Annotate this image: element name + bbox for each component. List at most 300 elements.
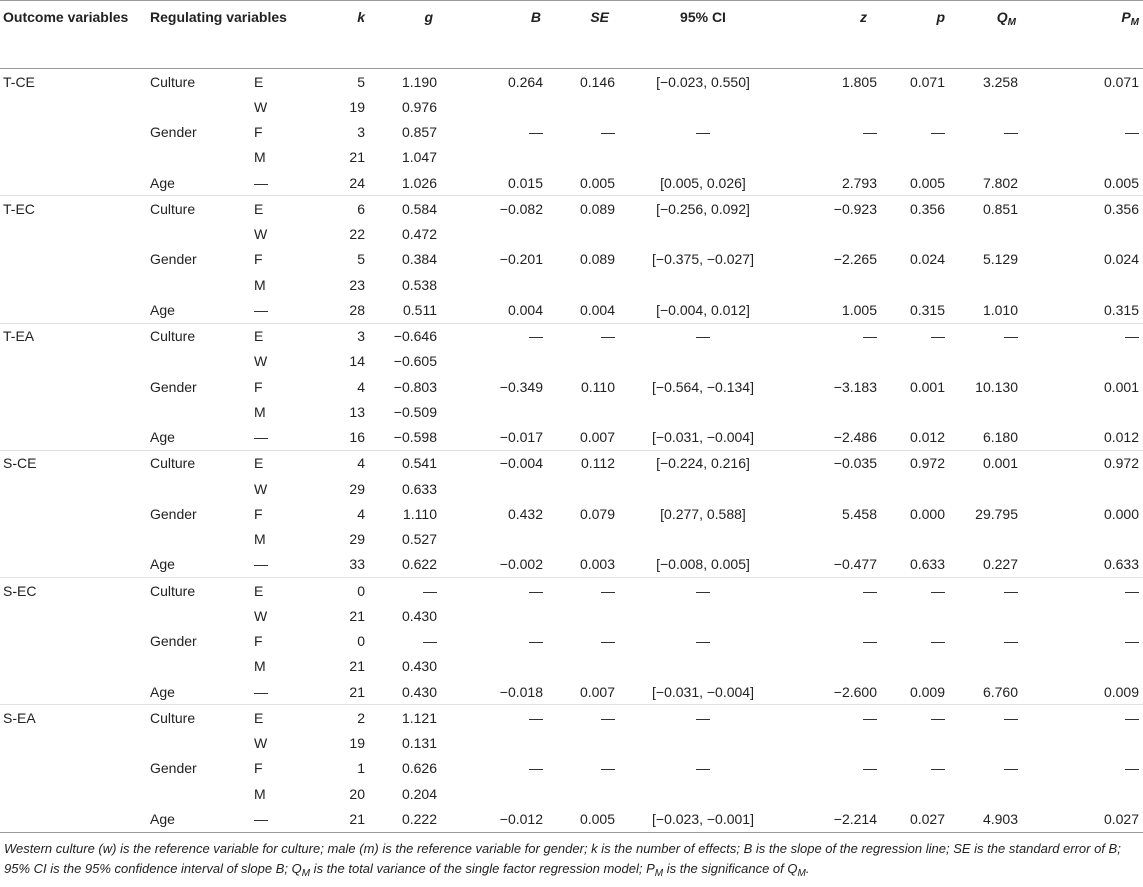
cell-pm xyxy=(1026,527,1143,552)
cell-se: 0.003 xyxy=(547,552,623,578)
cell-g: 1.047 xyxy=(401,149,437,166)
table-row xyxy=(0,349,1143,374)
cell-pm: — xyxy=(1125,124,1139,141)
cell-pm xyxy=(1026,731,1143,756)
cell-ci: — xyxy=(696,328,710,345)
cell-qm: 10.130 xyxy=(975,378,1018,395)
cell-k: 4 xyxy=(357,505,365,522)
cell-ci: — xyxy=(696,582,710,599)
cell-regulating: Gender xyxy=(150,251,197,268)
cell-k: 29 xyxy=(349,531,365,548)
cell-level: E xyxy=(254,709,264,726)
cell-p xyxy=(887,603,951,628)
cell-p: 0.315 xyxy=(887,297,951,323)
cell-ci xyxy=(623,781,783,806)
cell-pm: 0.071 xyxy=(1103,73,1139,90)
cell-b: 0.264 xyxy=(507,73,543,90)
cell-level: M xyxy=(254,276,266,293)
cell-z: 2.793 xyxy=(783,170,887,196)
cell-outcome xyxy=(0,501,147,526)
cell-z: 1.805 xyxy=(841,73,877,90)
cell-k: 24 xyxy=(310,170,368,196)
cell-qm: — xyxy=(1004,633,1018,650)
cell-z xyxy=(783,731,887,756)
cell-regulating: Gender xyxy=(150,505,197,522)
table-row xyxy=(0,781,1143,806)
cell-level: F xyxy=(254,760,263,777)
cell-qm xyxy=(951,781,1026,806)
cell-z: — xyxy=(863,633,877,650)
cell-k: 21 xyxy=(310,679,368,705)
cell-g: −0.803 xyxy=(393,378,437,395)
cell-g: −0.509 xyxy=(393,403,437,420)
cell-b: 0.004 xyxy=(443,297,547,323)
cell-b xyxy=(443,349,547,374)
cell-ci: [−0.256, 0.092] xyxy=(656,200,750,217)
cell-qm xyxy=(951,527,1026,552)
cell-qm: — xyxy=(1004,124,1018,141)
cell-p xyxy=(887,94,951,119)
header-k: k xyxy=(310,1,368,69)
cell-p: — xyxy=(931,582,945,599)
cell-ci: — xyxy=(696,124,710,141)
cell-outcome xyxy=(0,654,147,679)
table-row xyxy=(0,69,1143,95)
cell-ci xyxy=(623,272,783,297)
cell-level: W xyxy=(254,353,268,370)
cell-b xyxy=(443,94,547,119)
cell-z xyxy=(783,272,887,297)
cell-z: 5.458 xyxy=(841,505,877,522)
cell-se: 0.146 xyxy=(579,73,615,90)
cell-qm xyxy=(951,349,1026,374)
cell-b xyxy=(443,222,547,247)
cell-pm xyxy=(1026,781,1143,806)
cell-se xyxy=(547,349,623,374)
cell-level: M xyxy=(254,658,266,675)
cell-qm: — xyxy=(1004,582,1018,599)
cell-outcome xyxy=(0,806,147,832)
cell-level: W xyxy=(254,480,268,497)
cell-ci: — xyxy=(696,760,710,777)
cell-qm xyxy=(951,94,1026,119)
cell-p xyxy=(887,272,951,297)
cell-k: 13 xyxy=(349,403,365,420)
cell-pm: — xyxy=(1125,760,1139,777)
table-row xyxy=(0,476,1143,501)
cell-se: 0.112 xyxy=(581,455,615,472)
cell-z: — xyxy=(863,328,877,345)
cell-qm: 4.903 xyxy=(951,806,1026,832)
cell-qm: 29.795 xyxy=(975,505,1018,522)
cell-b xyxy=(443,272,547,297)
cell-z: — xyxy=(863,124,877,141)
cell-level: M xyxy=(254,149,266,166)
cell-se xyxy=(547,476,623,501)
cell-level: E xyxy=(254,73,264,90)
cell-g: 0.511 xyxy=(368,297,443,323)
cell-qm: — xyxy=(1004,709,1018,726)
cell-outcome xyxy=(0,399,147,424)
table-row xyxy=(0,94,1143,119)
cell-pm xyxy=(1026,603,1143,628)
cell-se xyxy=(547,527,623,552)
cell-k: 21 xyxy=(310,806,368,832)
cell-p: 0.027 xyxy=(887,806,951,832)
cell-pm xyxy=(1026,399,1143,424)
cell-regulating: Age xyxy=(147,806,248,832)
cell-g: 0.204 xyxy=(401,785,437,802)
cell-level: E xyxy=(254,328,264,345)
cell-regulating: Age xyxy=(147,297,248,323)
cell-g: 0.430 xyxy=(401,658,437,675)
cell-se xyxy=(547,94,623,119)
cell-k: 21 xyxy=(349,658,365,675)
cell-p xyxy=(887,145,951,170)
cell-g: 1.026 xyxy=(368,170,443,196)
cell-qm xyxy=(951,145,1026,170)
cell-se xyxy=(547,272,623,297)
cell-level: E xyxy=(254,582,264,599)
cell-ci xyxy=(623,399,783,424)
cell-pm: 0.027 xyxy=(1026,806,1143,832)
cell-p: 0.633 xyxy=(887,552,951,578)
cell-level: — xyxy=(248,552,310,578)
cell-qm: 7.802 xyxy=(951,170,1026,196)
cell-b: — xyxy=(529,633,543,650)
cell-k: 19 xyxy=(349,98,365,115)
cell-pm xyxy=(1026,145,1143,170)
cell-p: 0.356 xyxy=(909,200,945,217)
table-row xyxy=(0,399,1143,424)
cell-regulating: Culture xyxy=(150,328,196,345)
cell-k: 22 xyxy=(349,226,365,243)
cell-level: F xyxy=(254,251,263,268)
cell-qm: 5.129 xyxy=(982,251,1018,268)
cell-pm: 0.972 xyxy=(1103,455,1139,472)
cell-qm xyxy=(951,603,1026,628)
cell-z xyxy=(783,527,887,552)
cell-k: 28 xyxy=(310,297,368,323)
footnote-sub-3: M xyxy=(797,867,806,879)
cell-z xyxy=(783,94,887,119)
cell-z: 1.005 xyxy=(783,297,887,323)
cell-outcome: S-EC xyxy=(3,582,37,599)
cell-outcome xyxy=(0,170,147,196)
cell-se: — xyxy=(601,633,615,650)
cell-g: 0.131 xyxy=(401,735,437,752)
cell-qm: 6.180 xyxy=(951,425,1026,451)
cell-level: M xyxy=(254,785,266,802)
footnote-part-4: . xyxy=(805,860,810,876)
cell-pm xyxy=(1026,222,1143,247)
cell-regulating: Age xyxy=(147,679,248,705)
cell-k: 5 xyxy=(357,73,365,90)
table-row xyxy=(0,120,1143,145)
cell-k: 4 xyxy=(357,378,365,395)
cell-regulating: Culture xyxy=(150,73,196,90)
cell-pm xyxy=(1026,94,1143,119)
cell-b: — xyxy=(529,124,543,141)
cell-p xyxy=(887,399,951,424)
cell-outcome: T-EC xyxy=(3,200,35,217)
cell-z xyxy=(783,654,887,679)
cell-z xyxy=(783,603,887,628)
footnote-part-2: is the total variance of the single factor regression model; P xyxy=(310,860,655,876)
table-row xyxy=(0,450,1143,476)
cell-regulating xyxy=(147,399,248,424)
cell-k: 19 xyxy=(349,735,365,752)
cell-level: E xyxy=(254,200,264,217)
cell-qm: 3.258 xyxy=(982,73,1018,90)
header-outcome: Outcome variables xyxy=(0,1,147,69)
cell-ci xyxy=(623,349,783,374)
cell-regulating xyxy=(147,731,248,756)
cell-k: 3 xyxy=(357,328,365,345)
cell-b: −0.002 xyxy=(443,552,547,578)
cell-qm xyxy=(951,222,1026,247)
cell-ci xyxy=(623,527,783,552)
cell-ci: [0.005, 0.026] xyxy=(623,170,783,196)
cell-z: −0.477 xyxy=(783,552,887,578)
cell-outcome xyxy=(0,552,147,578)
cell-level: F xyxy=(254,505,263,522)
cell-g: −0.598 xyxy=(368,425,443,451)
cell-p xyxy=(887,731,951,756)
footnote-sub-2: M xyxy=(654,867,664,879)
cell-z: −2.265 xyxy=(833,251,877,268)
header-ci: 95% CI xyxy=(623,1,783,69)
table-row xyxy=(0,196,1143,222)
cell-g: 0.622 xyxy=(368,552,443,578)
cell-pm: — xyxy=(1125,709,1139,726)
cell-level: — xyxy=(248,170,310,196)
table-row xyxy=(0,654,1143,679)
cell-k: 0 xyxy=(357,633,365,650)
header-g: g xyxy=(368,1,443,69)
cell-z: −0.035 xyxy=(833,455,877,472)
cell-z: −0.923 xyxy=(833,200,877,217)
header-b: B xyxy=(443,1,547,69)
cell-se: 0.007 xyxy=(547,425,623,451)
cell-g: −0.646 xyxy=(393,328,437,345)
table-row xyxy=(0,501,1143,526)
cell-k: 0 xyxy=(357,582,365,599)
cell-p: 0.024 xyxy=(909,251,945,268)
cell-p: 0.009 xyxy=(887,679,951,705)
cell-ci: [−0.375, −0.027] xyxy=(652,251,754,268)
cell-k: 16 xyxy=(310,425,368,451)
cell-se xyxy=(547,731,623,756)
cell-se xyxy=(547,781,623,806)
cell-se: — xyxy=(601,760,615,777)
cell-z: — xyxy=(863,760,877,777)
cell-se: — xyxy=(601,328,615,345)
cell-ci xyxy=(623,731,783,756)
cell-level: — xyxy=(248,425,310,451)
cell-g: 0.527 xyxy=(401,531,437,548)
header-pm-letter: P xyxy=(1121,9,1131,25)
cell-k: 5 xyxy=(357,251,365,268)
cell-k: 33 xyxy=(310,552,368,578)
cell-level: M xyxy=(254,403,266,420)
cell-ci xyxy=(623,654,783,679)
cell-pm: — xyxy=(1125,633,1139,650)
cell-pm xyxy=(1026,272,1143,297)
footnote-part-3: is the significance of Q xyxy=(663,860,798,876)
cell-regulating xyxy=(147,603,248,628)
cell-se: 0.005 xyxy=(547,806,623,832)
cell-b: 0.432 xyxy=(507,505,543,522)
cell-outcome xyxy=(0,222,147,247)
cell-b: −0.012 xyxy=(443,806,547,832)
cell-regulating xyxy=(147,222,248,247)
cell-z: −2.486 xyxy=(783,425,887,451)
cell-g: 0.472 xyxy=(401,226,437,243)
cell-k: 23 xyxy=(349,276,365,293)
cell-b: −0.004 xyxy=(499,455,543,472)
cell-g: 0.584 xyxy=(401,200,437,217)
cell-qm xyxy=(951,731,1026,756)
cell-se xyxy=(547,399,623,424)
cell-outcome xyxy=(0,374,147,399)
cell-z xyxy=(783,781,887,806)
table-row xyxy=(0,374,1143,399)
cell-level: — xyxy=(248,806,310,832)
cell-regulating: Age xyxy=(147,552,248,578)
cell-ci xyxy=(623,603,783,628)
header-qm-sub: M xyxy=(1007,17,1016,28)
cell-ci xyxy=(623,94,783,119)
cell-se: — xyxy=(601,124,615,141)
cell-g: 1.190 xyxy=(401,73,437,90)
cell-outcome xyxy=(0,603,147,628)
cell-p: — xyxy=(931,124,945,141)
cell-pm: 0.315 xyxy=(1026,297,1143,323)
cell-p: 0.012 xyxy=(887,425,951,451)
cell-k: 4 xyxy=(357,455,365,472)
cell-outcome xyxy=(0,120,147,145)
cell-pm xyxy=(1026,476,1143,501)
cell-level: F xyxy=(254,124,263,141)
cell-p: 0.972 xyxy=(909,455,945,472)
cell-z: −3.183 xyxy=(833,378,877,395)
cell-outcome xyxy=(0,272,147,297)
cell-p xyxy=(887,654,951,679)
cell-p xyxy=(887,527,951,552)
cell-k: 29 xyxy=(349,480,365,497)
header-row xyxy=(0,1,1143,69)
cell-pm: 0.012 xyxy=(1026,425,1143,451)
cell-g: 0.430 xyxy=(401,607,437,624)
cell-pm xyxy=(1026,654,1143,679)
cell-pm: 0.009 xyxy=(1026,679,1143,705)
cell-pm: 0.001 xyxy=(1103,378,1139,395)
cell-level: M xyxy=(254,531,266,548)
cell-b: — xyxy=(529,760,543,777)
cell-pm xyxy=(1026,349,1143,374)
cell-level: — xyxy=(248,297,310,323)
cell-qm: 0.001 xyxy=(982,455,1018,472)
cell-se: 0.110 xyxy=(581,378,615,395)
cell-b: −0.017 xyxy=(443,425,547,451)
cell-b: — xyxy=(529,709,543,726)
cell-z: — xyxy=(863,582,877,599)
cell-k: 1 xyxy=(357,760,365,777)
cell-outcome xyxy=(0,247,147,272)
cell-se: 0.079 xyxy=(579,505,615,522)
cell-se: — xyxy=(601,582,615,599)
cell-se: 0.007 xyxy=(547,679,623,705)
cell-outcome xyxy=(0,527,147,552)
table-row xyxy=(0,272,1143,297)
cell-qm: — xyxy=(1004,328,1018,345)
cell-se xyxy=(547,654,623,679)
cell-se: 0.005 xyxy=(547,170,623,196)
cell-outcome: T-EA xyxy=(3,328,35,345)
cell-b: −0.201 xyxy=(499,251,543,268)
cell-ci: — xyxy=(696,709,710,726)
cell-qm: — xyxy=(1004,760,1018,777)
cell-regulating: Age xyxy=(147,170,248,196)
table-row xyxy=(0,145,1143,170)
table-row xyxy=(0,297,1143,323)
cell-p: 0.071 xyxy=(909,73,945,90)
cell-g: 0.626 xyxy=(401,760,437,777)
cell-pm: — xyxy=(1125,582,1139,599)
cell-g: 0.538 xyxy=(401,276,437,293)
table-row xyxy=(0,603,1143,628)
cell-ci: [0.277, 0.588] xyxy=(660,505,746,522)
cell-p: — xyxy=(931,709,945,726)
cell-p: — xyxy=(931,328,945,345)
cell-regulating: Gender xyxy=(150,124,197,141)
cell-outcome xyxy=(0,629,147,654)
cell-se xyxy=(547,603,623,628)
header-pm xyxy=(1026,1,1143,69)
cell-p xyxy=(887,349,951,374)
cell-k: 14 xyxy=(349,353,365,370)
cell-g: 1.110 xyxy=(403,505,437,522)
cell-se: 0.089 xyxy=(579,251,615,268)
table-row xyxy=(0,578,1143,604)
cell-level: W xyxy=(254,226,268,243)
cell-se xyxy=(547,145,623,170)
cell-b: −0.082 xyxy=(499,200,543,217)
table-row xyxy=(0,170,1143,196)
header-p: p xyxy=(887,1,951,69)
cell-b xyxy=(443,476,547,501)
cell-g: 0.384 xyxy=(401,251,437,268)
cell-g: 1.121 xyxy=(401,709,437,726)
cell-se: 0.089 xyxy=(579,200,615,217)
cell-g: 0.633 xyxy=(401,480,437,497)
cell-regulating xyxy=(147,476,248,501)
table-row xyxy=(0,806,1143,832)
cell-qm xyxy=(951,654,1026,679)
cell-z xyxy=(783,145,887,170)
cell-b xyxy=(443,654,547,679)
table-row xyxy=(0,679,1143,705)
cell-k: 3 xyxy=(357,124,365,141)
cell-k: 20 xyxy=(349,785,365,802)
cell-p: 0.001 xyxy=(909,378,945,395)
table-row xyxy=(0,629,1143,654)
cell-level: W xyxy=(254,98,268,115)
cell-outcome xyxy=(0,731,147,756)
cell-level: W xyxy=(254,607,268,624)
header-regulating: Regulating variables xyxy=(147,1,310,69)
